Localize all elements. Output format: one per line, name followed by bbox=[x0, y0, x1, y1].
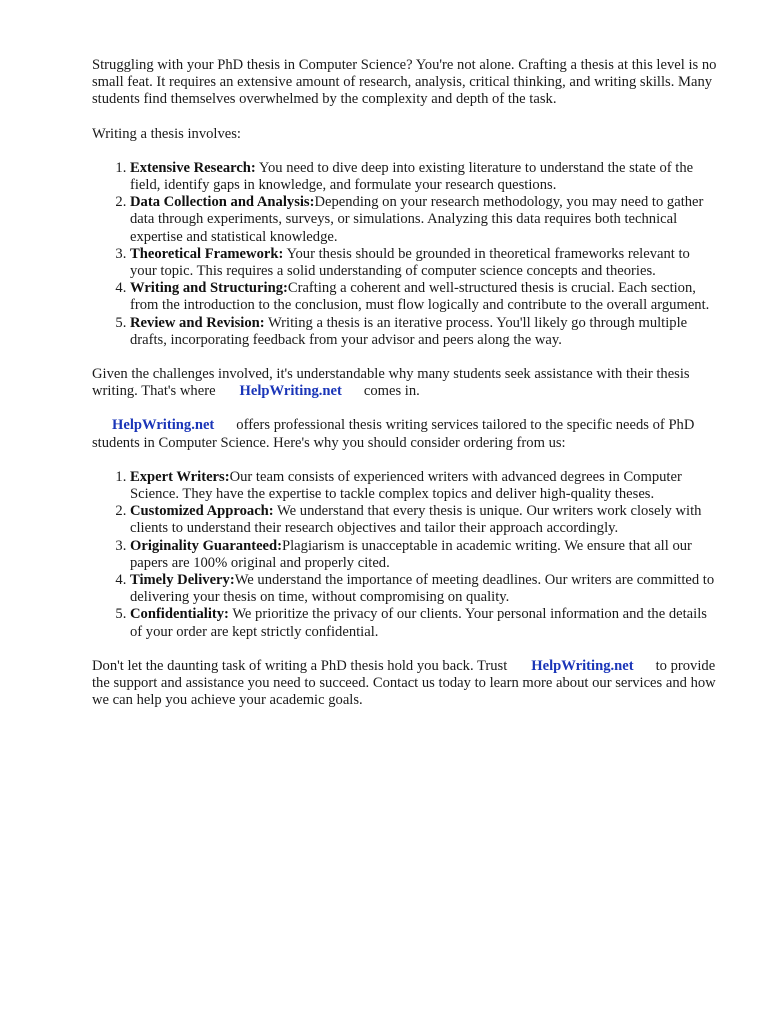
list-item-title: Extensive Research: bbox=[130, 159, 256, 176]
list-item-title: Theoretical Framework: bbox=[130, 245, 284, 262]
closing-text: Don't let the daunting task of writing a PhD thesis hold you back. Trust bbox=[92, 657, 508, 674]
involves-heading: Writing a thesis involves: bbox=[92, 125, 241, 142]
list-item-title: Expert Writers: bbox=[130, 468, 230, 485]
list-item-text: Depending on your research methodology, you may need to gather data through experiments, surveys, or simulations. Analyzing this data requires both technical expertise and statistical knowledge. bbox=[130, 194, 704, 245]
intro-paragraph: Struggling with your PhD thesis in Computer Science? You're not alone. Crafting a thesis at this level is no small feat. It requires an extensive amount of research, analysis, critical thinking, and writing skills. Many students find themselves overwhelmed by the complexity and depth of the task. bbox=[92, 57, 717, 108]
list-item-text: We understand that every thesis is unique. Our writers work closely with clients to understand their research objectives and tailor their approach accordingly. bbox=[130, 503, 702, 537]
benefits-list bbox=[92, 469, 717, 641]
list-item bbox=[130, 246, 717, 280]
list-item-text: Crafting a coherent and well-structured thesis is crucial. Each section, from the introduction to the conclusion, must flow logically and contribute to the overall argument. bbox=[130, 280, 710, 314]
list-item-title: Timely Delivery: bbox=[130, 572, 235, 589]
list-item bbox=[130, 315, 717, 349]
list-item-title: Confidentiality: bbox=[130, 606, 229, 623]
list-item-text: Plagiarism is unacceptable in academic writing. We ensure that all our papers are 100% original and properly cited. bbox=[130, 537, 692, 571]
list-item-text: Our team consists of experienced writers with advanced degrees in Computer Science. They have the expertise to tackle complex topics and deliver high-quality theses. bbox=[130, 468, 682, 503]
helpwriting-link[interactable]: HelpWriting.net bbox=[239, 383, 342, 400]
list-item-title: Customized Approach: bbox=[130, 503, 274, 520]
helpwriting-link[interactable]: HelpWriting.net bbox=[531, 657, 634, 674]
list-item-title: Writing and Structuring: bbox=[130, 280, 288, 297]
list-item bbox=[130, 469, 717, 503]
list-item bbox=[130, 503, 717, 537]
list-item-text: We prioritize the privacy of our clients. Your personal information and the details of your order are kept strictly confidential. bbox=[130, 606, 707, 640]
helpwriting-link[interactable]: HelpWriting.net bbox=[112, 417, 215, 434]
involves-list bbox=[92, 160, 717, 349]
list-item bbox=[130, 160, 717, 194]
list-item-text: You need to dive deep into existing literature to understand the state of the field, identify gaps in knowledge, and formulate your research questions. bbox=[130, 159, 694, 194]
list-item-text: We understand the importance of meeting deadlines. Our writers are committed to delivering your thesis on time, without compromising on quality. bbox=[130, 572, 715, 606]
list-item bbox=[130, 572, 717, 606]
offers-paragraph bbox=[92, 417, 717, 451]
document-page bbox=[92, 57, 717, 710]
list-item-text: Writing a thesis is an iterative process. You'll likely go through multiple drafts, incorporating feedback from your advisor and peers along the way. bbox=[130, 314, 688, 348]
list-item-text: Your thesis should be grounded in theoretical frameworks relevant to your topic. This requires a solid understanding of computer science concepts and theories. bbox=[130, 245, 690, 280]
given-paragraph bbox=[92, 366, 717, 400]
closing-paragraph bbox=[92, 658, 717, 710]
offers-text: offers professional thesis writing services tailored to the specific needs of PhD students in Computer Science. Here's why you should consider ordering from us: bbox=[92, 417, 695, 451]
list-item bbox=[130, 538, 717, 572]
list-item bbox=[130, 194, 717, 246]
list-item bbox=[130, 606, 717, 640]
list-item-title: Data Collection and Analysis: bbox=[130, 194, 315, 211]
list-item-title: Review and Revision: bbox=[130, 314, 265, 331]
list-item-title: Originality Guaranteed: bbox=[130, 537, 283, 554]
list-item bbox=[130, 280, 717, 314]
given-text: Given the challenges involved, it's understandable why many students seek assistance with their thesis writing. That's where bbox=[92, 366, 690, 400]
given-text-after: comes in. bbox=[363, 383, 420, 400]
closing-text-after: to provide the support and assistance you need to succeed. Contact us today to learn more about our services and how we can help you achieve your academic goals. bbox=[92, 657, 716, 709]
